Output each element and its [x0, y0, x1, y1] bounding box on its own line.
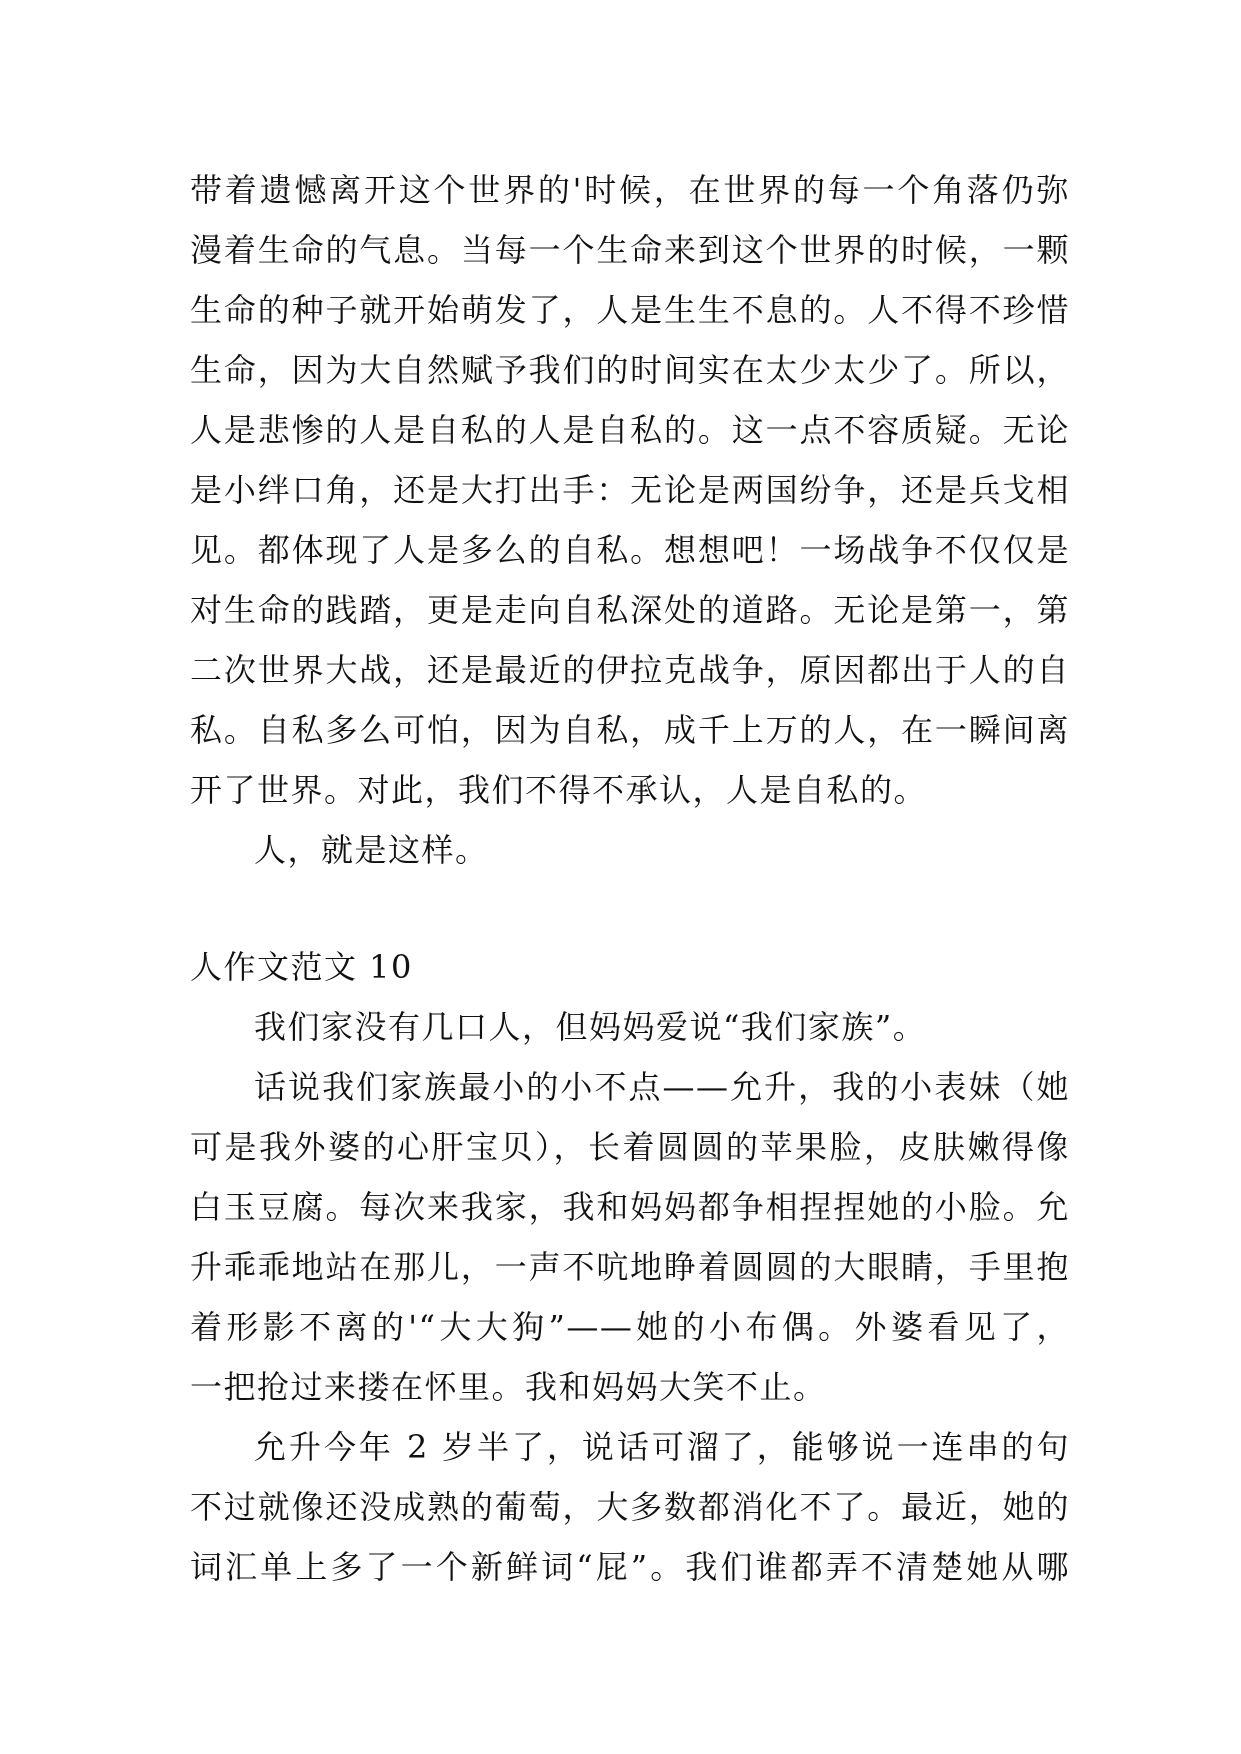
text-line: 对生命的践踏，更是走向自私深处的道路。无论是第一，第: [190, 591, 1070, 629]
text-line: 漫着生命的气息。当每一个生命来到这个世界的时候，一颗: [190, 231, 1070, 269]
text-line: 见。都体现了人是多么的自私。想想吧！一场战争不仅仅是: [190, 531, 1070, 569]
text-line: 是小绊口角，还是大打出手：无论是两国纷争，还是兵戈相: [190, 471, 1070, 509]
text-line: 私。自私多么可怕，因为自私，成千上万的人，在一瞬间离: [190, 711, 1070, 749]
text-line: 我们家没有几口人，但妈妈爱说“我们家族”。: [254, 1008, 927, 1046]
text-line: 可是我外婆的心肝宝贝），长着圆圆的苹果脸，皮肤嫩得像: [190, 1128, 1070, 1166]
text-line: 白玉豆腐。每次来我家，我和妈妈都争相捏捏她的小脸。允: [190, 1188, 1070, 1226]
text-line: 允升今年 2 岁半了，说话可溜了，能够说一连串的句: [254, 1428, 1070, 1466]
text-line: 人，就是这样。: [254, 831, 489, 869]
text-line: 不过就像还没成熟的葡萄，大多数都消化不了。最近，她的: [190, 1488, 1070, 1526]
text-line: 一把抢过来搂在怀里。我和妈妈大笑不止。: [190, 1368, 827, 1406]
text-line: 二次世界大战，还是最近的伊拉克战争，原因都出于人的自: [190, 651, 1070, 689]
text-line: 生命的种子就开始萌发了，人是生生不息的。人不得不珍惜: [190, 291, 1070, 329]
text-line: 升乖乖地站在那儿，一声不吭地睁着圆圆的大眼睛，手里抱: [190, 1248, 1070, 1286]
text-line: 带着遗憾离开这个世界的'时候，在世界的每一个角落仍弥: [190, 171, 1070, 209]
text-line: 话说我们家族最小的小不点——允升，我的小表妹（她: [254, 1068, 1070, 1106]
text-line: 词汇单上多了一个新鲜词“屁”。我们谁都弄不清楚她从哪: [190, 1548, 1070, 1586]
text-line: 开了世界。对此，我们不得不承认，人是自私的。: [190, 771, 928, 809]
section-heading: 人作文范文 10: [190, 948, 413, 986]
text-line: 人是悲惨的人是自私的人是自私的。这一点不容质疑。无论: [190, 411, 1070, 449]
document-body: [190, 160, 1070, 1597]
text-line: 着形影不离的'“大大狗”——她的小布偶。外婆看见了，: [190, 1308, 1070, 1346]
text-line: 生命，因为大自然赋予我们的时间实在太少太少了。所以，: [190, 351, 1070, 389]
